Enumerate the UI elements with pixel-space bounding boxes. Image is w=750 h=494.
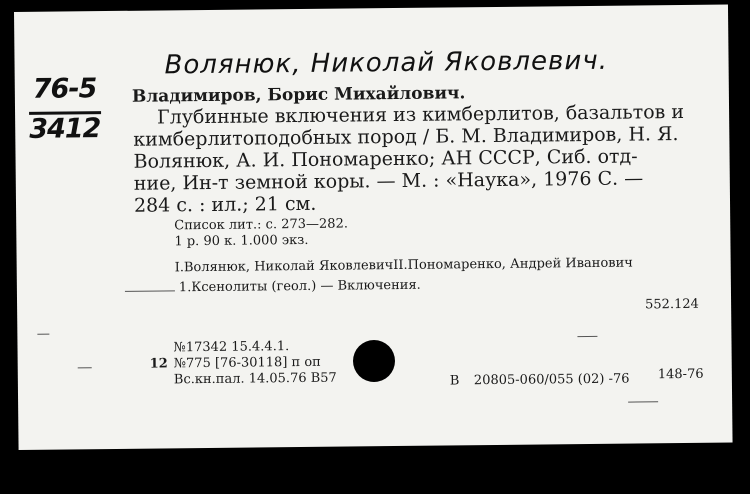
handwritten-author-name: Волянюк, Николай Яковлевич.: [164, 45, 609, 81]
body-line: ние, Ин-т земной коры. — М. : «Наука», 1976 С. —: [133, 167, 644, 195]
body-line: Волянюк, А. И. Пономаренко; АН СССР, Сиб. отд-: [133, 145, 638, 173]
publisher-code: 20805-060/055 (02) -76: [473, 371, 630, 389]
price-note: 1 р. 90 к. 1.000 экз.: [174, 232, 309, 250]
classification-number: 552.124: [645, 296, 699, 313]
divider-dash: [577, 336, 597, 337]
divider-dash: [37, 334, 49, 335]
code-suffix: 148-76: [657, 366, 704, 383]
shelf-mark-bottom: 3412: [29, 113, 101, 145]
date-line: Вс.кн.пал. 14.05.76 В57: [173, 370, 337, 388]
copies-count: 12: [149, 356, 168, 372]
order-line: №775 [76-30118] п оп: [173, 354, 321, 372]
punch-hole: [353, 340, 395, 382]
body-line: Глубинные включения из кимберлитов, базальтов и: [156, 100, 685, 129]
code-prefix: В: [449, 373, 460, 389]
divider-dash: [125, 290, 175, 292]
number-line: №17342 15.4.4.1.: [173, 339, 290, 356]
body-line: 284 с. : ил.; 21 см.: [133, 192, 317, 217]
shelf-mark-top: 76-5: [32, 73, 97, 105]
bibliography-note: Список лит.: с. 273—282.: [174, 216, 349, 234]
catalog-card: [14, 5, 733, 450]
subject-heading: 1.Ксенолиты (геол.) — Включения.: [178, 277, 421, 296]
divider-dash: [78, 367, 92, 368]
added-entries: I.Волянюк, Николай ЯковлевичII.Пономаренко, Андрей Иванович: [174, 255, 633, 276]
body-line: кимберлитоподобных пород / Б. М. Владимиров, Н. Я.: [133, 123, 679, 151]
author-heading: Владимиров, Борис Михайлович.: [131, 83, 466, 107]
divider-dash: [628, 401, 658, 402]
